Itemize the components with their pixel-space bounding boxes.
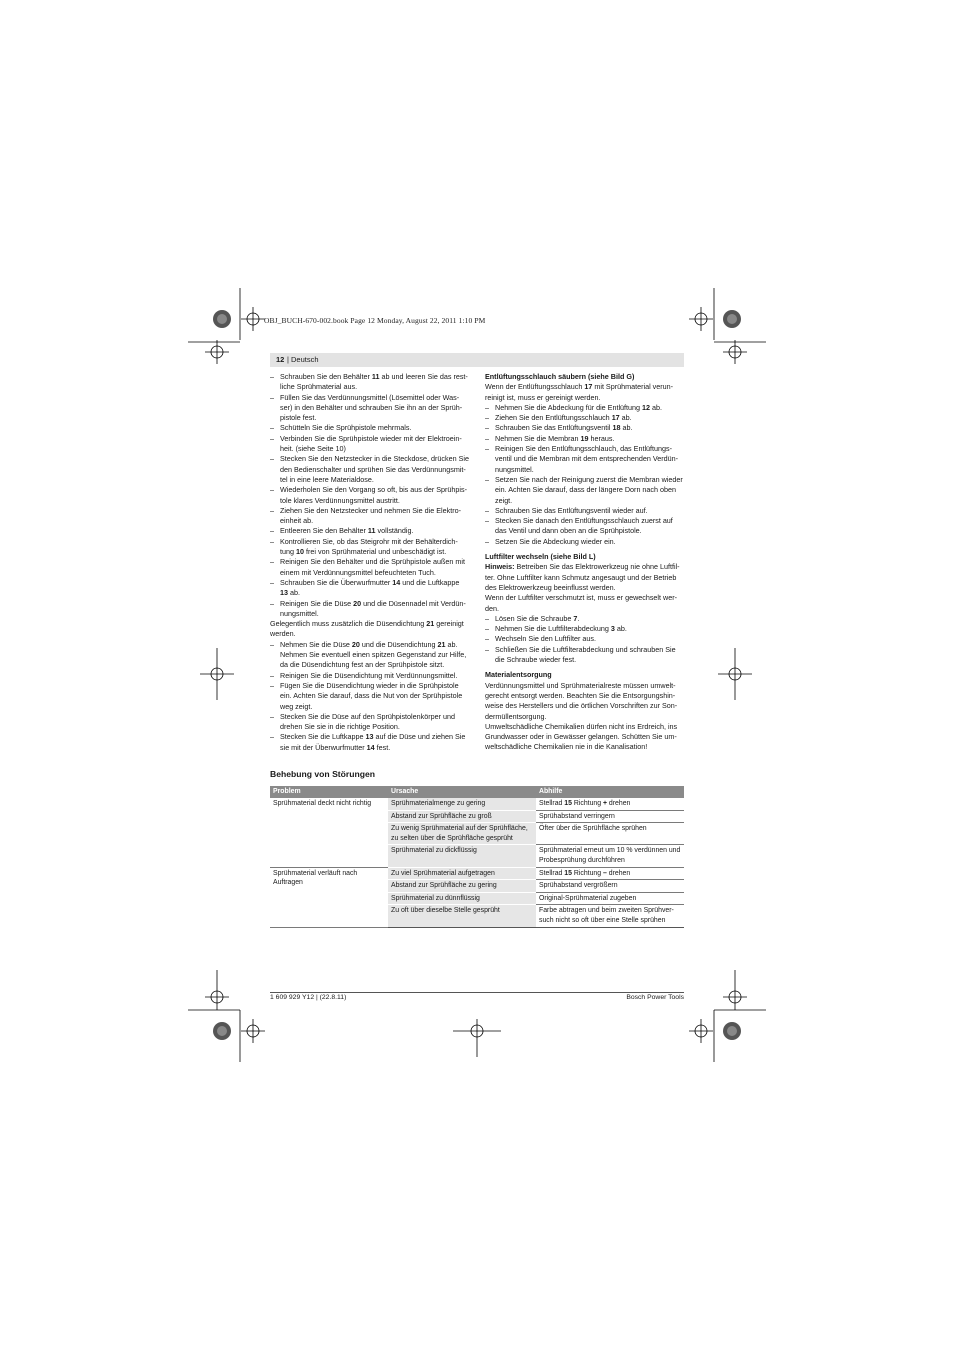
cause-cell: Sprühmaterial zu dickflüssig [388, 845, 536, 867]
left-column [270, 372, 469, 753]
page-number: 12 [276, 355, 285, 364]
list-item: – Reinigen Sie die Düsendichtung mit Verdünnungsmittel. [270, 671, 469, 681]
list-item: – Fügen Sie die Düsendichtung wieder in die Sprühpistole ein. Achten Sie darauf, dass die Nut von der Sprühpistole weg zeigt. [270, 681, 469, 712]
header-problem: Problem [270, 786, 388, 798]
table-row [270, 798, 684, 810]
cause-cell: Sprühmaterial zu dünnflüssig [388, 892, 536, 905]
remedy-cell: Farbe abtragen und beim zweiten Sprühver-such nicht so oft über eine Stelle sprühen [536, 905, 684, 927]
header-language: Deutsch [291, 355, 319, 364]
remedy-cell: Öfter über die Sprühfläche sprühen [536, 823, 684, 845]
remedy-cell: Sprühabstand verringern [536, 810, 684, 823]
list-item: – Stecken Sie danach den Entlüftungsschlauch zuerst auf das Ventil und dann oben an die Sprühpistole. [485, 516, 684, 537]
cause-cell: Abstand zur Sprühfläche zu gering [388, 880, 536, 893]
header-cause: Ursache [388, 786, 536, 798]
paragraph: Gelegentlich muss zusätzlich die Düsendichtung 21 gereinigt werden. [270, 619, 464, 639]
table-header-row [270, 786, 684, 798]
paragraph: Hinweis: Betreiben Sie das Elektrowerkzeug nie ohne Luftfil-ter. Ohne Luftfilter kann Schmutz angesaugt und der Betrieb des Elektrowerkzeug beeinflusst werden. [485, 562, 680, 592]
list-item: – Schütteln Sie die Sprühpistole mehrmals. [270, 423, 469, 433]
list-item: – Schrauben Sie das Entlüftungsventil 18 ab. [485, 423, 684, 433]
book-meta-line: OBJ_BUCH-670-002.book Page 12 Monday, August 22, 2011 1:10 PM [264, 316, 486, 325]
list-item: – Stecken Sie den Netzstecker in die Steckdose, drücken Sie den Bedienschalter und sprühen Sie das Verdünnungsmit-tel in eine leere Materialdose. [270, 454, 469, 485]
list-item: – Stecken Sie die Düse auf den Sprühpistolenkörper und drehen Sie sie in die richtige Position. [270, 712, 469, 733]
paragraph: Umweltschädliche Chemikalien dürfen nicht ins Erdreich, ins Grundwasser oder in Gewässer gelangen. Schütten Sie um-weltschädliche Chemikalien nie in die Kanalisation! [485, 721, 678, 752]
cause-cell: Sprühmaterialmenge zu gering [388, 798, 536, 810]
list-item: – Füllen Sie das Verdünnungsmittel (Lösemittel oder Was-ser) in den Behälter und schrauben Sie ihn an der Sprüh-pistole fest. [270, 393, 469, 424]
list-item: – Ziehen Sie den Netzstecker und nehmen Sie die Elektro-einheit ab. [270, 506, 469, 527]
footer-doc-id: 1 609 929 Y12 | (22.8.11) [270, 994, 347, 1001]
list-item: – Schrauben Sie den Behälter 11 ab und leeren Sie das rest-liche Sprühmaterial aus. [270, 372, 469, 393]
paragraph: Wenn der Luftfilter verschmutzt ist, muss er gewechselt wer-den. [485, 593, 677, 613]
list-item: – Nehmen Sie die Luftfilterabdeckung 3 ab. [485, 624, 684, 634]
remedy-cell: Sprühmaterial erneut um 10 % verdünnen und Probesprühung durchführen [536, 845, 684, 867]
cause-cell: Zu oft über dieselbe Stelle gesprüht [388, 905, 536, 927]
footer-brand: Bosch Power Tools [626, 994, 684, 1001]
list-item: – Schrauben Sie das Entlüftungsventil wieder auf. [485, 506, 684, 516]
paragraph: Verdünnungsmittel und Sprühmaterialreste müssen umwelt-gerecht entsorgt werden. Beachten Sie die Entsorgungshin-weise des Herstellers und die örtlichen Vorschriften zur Son-dermüllentsorgung. [485, 680, 678, 721]
list-item: – Wechseln Sie den Luftfilter aus. [485, 634, 684, 644]
footer-rule [270, 992, 684, 993]
list-item: – Schließen Sie die Luftfilterabdeckung und schrauben Sie die Schraube wieder fest. [485, 645, 684, 666]
problem-cell: Sprühmaterial verläuft nach Auftragen [270, 867, 388, 927]
list-item: – Kontrollieren Sie, ob das Steigrohr mit der Behälterdich-tung 10 frei von Sprühmaterial und unbeschädigt ist. [270, 537, 469, 558]
remedy-cell: Stellrad 15 Richtung + drehen [536, 798, 684, 810]
list-item: – Schrauben Sie die Überwurfmutter 14 und die Luftkappe 13 ab. [270, 578, 469, 599]
list-item: – Reinigen Sie den Entlüftungsschlauch, das Entlüftungs-ventil und die Membran mit dem entsprechenden Verdün-nungsmittel. [485, 444, 684, 475]
remedy-cell: Sprühabstand vergrößern [536, 880, 684, 893]
cause-cell: Abstand zur Sprühfläche zu groß [388, 810, 536, 823]
section-title: Behebung von Störungen [270, 769, 376, 779]
problem-cell: Sprühmaterial deckt nicht richtig [270, 798, 388, 867]
list-item: – Setzen Sie nach der Reinigung zuerst die Membran wieder ein. Achten Sie darauf, dass der längere Dorn nach oben zeigt. [485, 475, 684, 506]
cause-cell: Zu viel Sprühmaterial aufgetragen [388, 867, 536, 880]
list-item: – Reinigen Sie die Düse 20 und die Düsennadel mit Verdün-nungsmittel. [270, 599, 469, 620]
troubleshooting-table [270, 786, 684, 928]
list-item: – Nehmen Sie die Membran 19 heraus. [485, 434, 684, 444]
paragraph: Wenn der Entlüftungsschlauch 17 mit Sprühmaterial verun-reinigt ist, muss er gereinigt werden. [485, 382, 674, 402]
remedy-cell: Original-Sprühmaterial zugeben [536, 892, 684, 905]
header-separator: | [287, 355, 289, 364]
cause-cell: Zu wenig Sprühmaterial auf der Sprühfläche, zu selten über die Sprühfläche gesprüht [388, 823, 536, 845]
list-item: – Reinigen Sie den Behälter und die Sprühpistole außen mit einem mit Verdünnungsmittel befeuchteten Tuch. [270, 557, 469, 578]
list-item: – Ziehen Sie den Entlüftungsschlauch 17 ab. [485, 413, 684, 423]
subheading: Luftfilter wechseln (siehe Bild L) [485, 552, 596, 562]
page-header [270, 353, 684, 367]
list-item: – Wiederholen Sie den Vorgang so oft, bis aus der Sprühpis-tole klares Verdünnungsmittel austritt. [270, 485, 469, 506]
list-item: – Lösen Sie die Schraube 7. [485, 614, 684, 624]
list-item: – Nehmen Sie die Abdeckung für die Entlüftung 12 ab. [485, 403, 684, 413]
list-item: – Entleeren Sie den Behälter 11 vollständig. [270, 526, 469, 536]
right-column [485, 372, 684, 753]
header-remedy: Abhilfe [536, 786, 684, 798]
subheading: Entlüftungsschlauch säubern (siehe Bild G) [485, 372, 635, 381]
list-item: – Stecken Sie die Luftkappe 13 auf die Düse und ziehen Sie sie mit der Überwurfmutter 14 fest. [270, 732, 469, 753]
list-item: – Setzen Sie die Abdeckung wieder ein. [485, 537, 684, 547]
subheading: Materialentsorgung [485, 670, 552, 680]
remedy-cell: Stellrad 15 Richtung – drehen [536, 867, 684, 880]
table-row [270, 867, 684, 880]
list-item: – Verbinden Sie die Sprühpistole wieder mit der Elektroein-heit. (siehe Seite 10) [270, 434, 469, 455]
list-item: – Nehmen Sie die Düse 20 und die Düsendichtung 21 ab. Nehmen Sie eventuell einen spitzen Gegenstand zur Hilfe, da die Düsendichtung fest an der Sprühpistole sitzt. [270, 640, 469, 671]
